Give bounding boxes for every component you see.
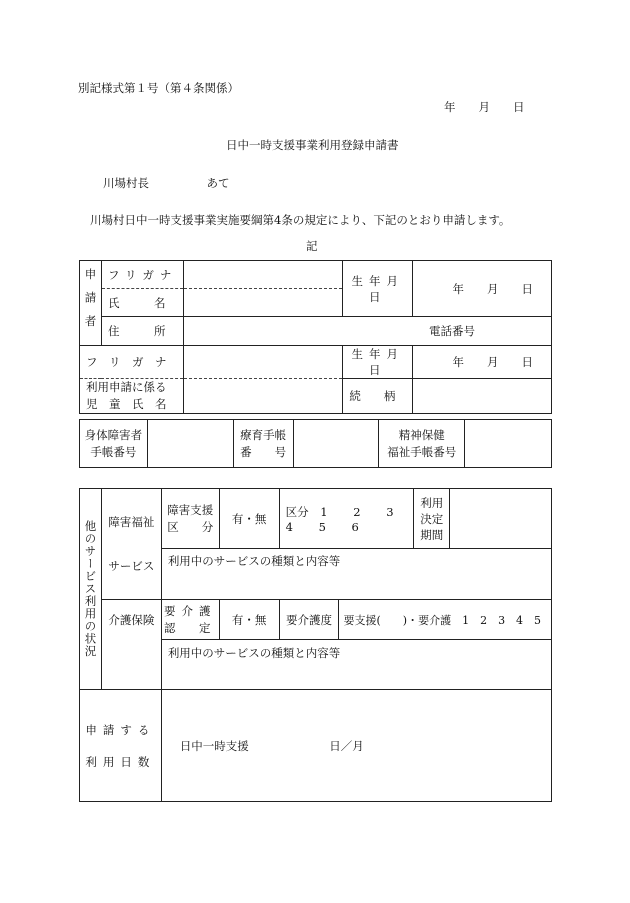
welfare-service-details[interactable]: 利用中のサービスの種類と内容等 bbox=[161, 549, 551, 600]
child-furigana-label: フ リ ガ ナ bbox=[80, 346, 184, 379]
decision-period-label: 利用 決定 期間 bbox=[414, 489, 450, 549]
relation-field[interactable] bbox=[413, 379, 552, 414]
applicant-table bbox=[79, 260, 552, 414]
date-line: 年 月 日 bbox=[444, 100, 525, 114]
care-insurance-label: 介護保険 bbox=[101, 600, 161, 690]
child-furigana-field[interactable] bbox=[183, 346, 342, 379]
body-text: 川場村日中一時支援事業実施要綱第4条の規定により、下記のとおり申請します。 bbox=[90, 213, 511, 227]
support-class-numbers[interactable]: 区分 1 2 3 4 5 6 bbox=[279, 489, 414, 549]
physical-handbook-label: 身体障害者 手帳番号 bbox=[80, 420, 148, 468]
child-name-field[interactable] bbox=[183, 379, 342, 414]
applicant-address-label: 住 所 bbox=[101, 317, 183, 346]
care-cert-label: 要介護 認 定 bbox=[161, 600, 219, 640]
applicant-furigana-label: フリガナ bbox=[101, 261, 183, 289]
handbook-table bbox=[79, 419, 552, 468]
applicant-birthdate-value[interactable]: 年 月 日 bbox=[413, 261, 552, 317]
relation-label: 続 柄 bbox=[343, 379, 413, 414]
mental-handbook-field[interactable] bbox=[465, 420, 552, 468]
addressee: 川場村長 あて bbox=[103, 176, 230, 190]
support-class-label: 障害支援 区 分 bbox=[161, 489, 219, 549]
ryoiku-handbook-label: 療育手帳 番 号 bbox=[233, 420, 293, 468]
ki-heading: 記 bbox=[306, 239, 318, 253]
page-title: 日中一時支援事業利用登録申請書 bbox=[226, 138, 399, 152]
applicant-name-field[interactable] bbox=[183, 289, 342, 317]
welfare-service-label: 障害福祉 サービス bbox=[101, 489, 161, 600]
mental-handbook-label: 精神保健 福祉手帳番号 bbox=[379, 420, 465, 468]
care-level-options[interactable]: 要支援( )・要介護 1 2 3 4 5 bbox=[339, 600, 552, 640]
applicant-name-label: 氏 名 bbox=[101, 289, 183, 317]
child-birthdate-label: 生年月日 bbox=[343, 346, 413, 379]
applicant-birthdate-label: 生年月日 bbox=[343, 261, 413, 317]
form-number: 別記様式第１号（第４条関係） bbox=[78, 81, 239, 95]
phone-label: 電話番号 bbox=[429, 324, 475, 338]
applicant-section-label: 申請者 bbox=[80, 261, 102, 346]
care-cert-yes-no[interactable]: 有・無 bbox=[219, 600, 279, 640]
child-name-label: 利用申請に係る 児 童 氏 名 bbox=[80, 379, 184, 414]
services-table bbox=[79, 488, 552, 802]
decision-period-field[interactable] bbox=[450, 489, 552, 549]
applicant-furigana-field[interactable] bbox=[183, 261, 342, 289]
ryoiku-handbook-field[interactable] bbox=[293, 420, 379, 468]
support-class-yes-no[interactable]: 有・無 bbox=[219, 489, 279, 549]
services-section-label: 他のサービス利用の状況 bbox=[80, 489, 102, 690]
usage-days-label: 申請する 利用日数 bbox=[80, 690, 162, 802]
applicant-address-field[interactable] bbox=[183, 317, 551, 346]
physical-handbook-field[interactable] bbox=[147, 420, 233, 468]
usage-days-field[interactable]: 日中一時支援 日／月 bbox=[161, 690, 551, 802]
care-level-label: 要介護度 bbox=[279, 600, 339, 640]
child-birthdate-value[interactable]: 年 月 日 bbox=[413, 346, 552, 379]
care-service-details[interactable]: 利用中のサービスの種類と内容等 bbox=[161, 640, 551, 690]
